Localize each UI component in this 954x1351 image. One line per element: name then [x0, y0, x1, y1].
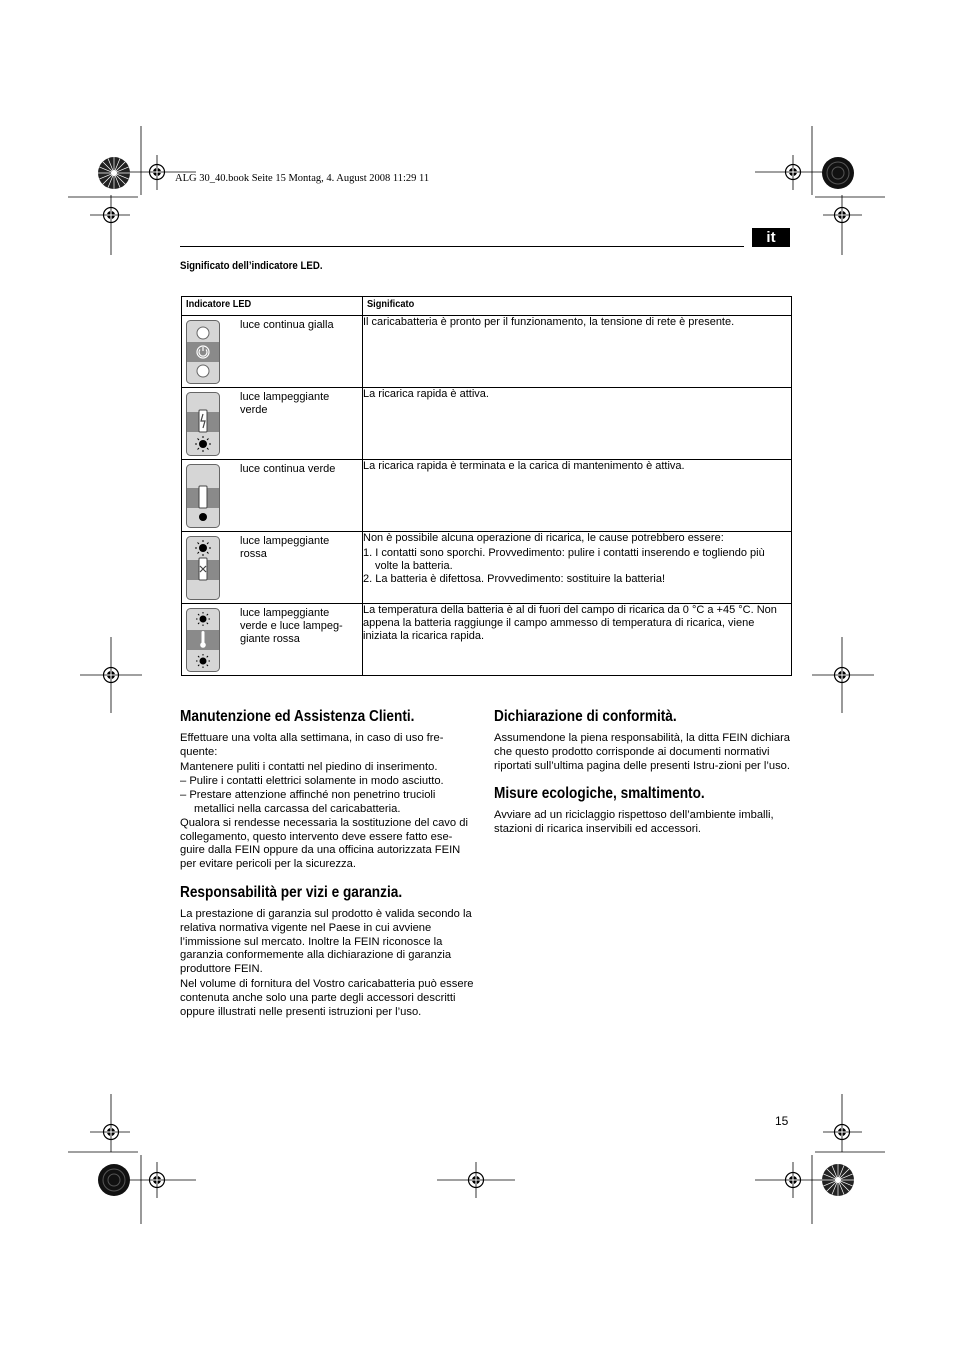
meaning-text: La ricarica rapida è terminata e la carica di mantenimento è attiva.: [363, 460, 685, 472]
meaning-cell: [363, 460, 792, 532]
led-cell: [182, 388, 363, 460]
led-label: luce lampeggiante verde: [240, 391, 330, 416]
list-item: – Pulire i contatti elettrici solamente in modo asciutto.: [180, 775, 444, 788]
list-item: – Prestare attenzione affinché non penetrino trucioli metallici nella carcassa del caricabatteria.: [180, 789, 436, 815]
table-row: [182, 388, 792, 460]
header-rule: [180, 246, 744, 247]
maintenance-paragraph: Effettuare una volta alla settimana, in caso di uso fre-quente:: [180, 732, 444, 758]
meaning-text: La ricarica rapida è attiva.: [363, 388, 489, 400]
warranty-paragraph: La prestazione di garanzia sul prodotto è valida secondo la relativa normativa vigente nel Paese in cui avviene l’immissione sul mercato. Inoltre la FEIN riconosce la garanzia conformemente alla dichiarazione di garanzia produttore FEIN.: [180, 907, 472, 976]
table-row: [182, 532, 792, 604]
cause-list: [363, 547, 791, 586]
red-blinking-battery-fault-icon: [186, 536, 220, 600]
table-row: [182, 316, 792, 388]
print-header-line: ALG 30_40.book Seite 15 Montag, 4. August 2008 11:29 11: [175, 173, 430, 184]
maintenance-heading: Manutenzione ed Assistenza Clienti.: [180, 708, 415, 725]
conformity-paragraph: Assumendone la piena responsabilità, la ditta FEIN dichiara che questo prodotto corrisponde ai documenti normativi riportati sull’ultima pagina delle presenti Istru-zioni per l’uso.: [494, 732, 791, 772]
led-cell: [182, 604, 363, 676]
maintenance-list: [180, 775, 474, 816]
meaning-text: Non è possibile alcuna operazione di ricarica, le cause potrebbero essere:: [363, 532, 724, 544]
warranty-heading: Responsabilità per vizi e garanzia.: [180, 883, 403, 901]
conformity-heading: Dichiarazione di conformità.: [494, 708, 677, 725]
maintenance-paragraph: Mantenere puliti i contatti nel piedino di inserimento.: [180, 760, 438, 773]
disposal-paragraph: Avviare ad un riciclaggio rispettoso dell’ambiente imballi, stazioni di ricarica inservibili ed accessori.: [494, 809, 774, 836]
list-item: 1. I contatti sono sporchi. Provvedimento: pulire i contatti inserendo e togliendo più volte la batteria.: [363, 547, 765, 572]
left-column: [180, 708, 474, 1020]
green-steady-battery-full-icon: [186, 464, 220, 528]
list-item: 2. La batteria è difettosa. Provvedimento: sostituire la batteria!: [363, 573, 666, 585]
meaning-text: La temperatura della batteria è al di fuori del campo di ricarica da 0 °C a +45 °C. Non appena la batteria raggiunge il campo ammesso di temperatura di ricarica, viene iniziata la ricarica rapida.: [363, 604, 777, 642]
warranty-paragraph: Nel volume di fornitura del Vostro caricabatteria può essere contenuta anche solo una parte degli accessori descritti oppure illustrati nelle presenti istruzioni per l’uso.: [180, 977, 474, 1018]
led-cell: [182, 532, 363, 604]
yellow-power-led-icon: [186, 320, 220, 384]
led-label: luce lampeggiante verde e luce lampeg-giante rossa: [240, 607, 343, 645]
led-cell: [182, 316, 363, 388]
led-section-title: Significato dell’indicatore LED.: [180, 260, 323, 272]
meaning-cell: [363, 316, 792, 388]
right-column: [494, 708, 790, 838]
column-header-led: Indicatore LED: [182, 297, 363, 316]
green-blinking-battery-charging-icon: [186, 392, 220, 456]
meaning-cell: [363, 604, 792, 676]
maintenance-paragraph: Qualora si rendesse necessaria la sostituzione del cavo di collegamento, questo intervento deve essere fatto ese-guire dalla FEIN oppure da una officina autorizzata FEIN per evitare pericoli per la sicurezza.: [180, 816, 468, 871]
table-row: [182, 460, 792, 532]
language-badge: it: [752, 228, 790, 247]
column-header-meaning: Significato: [363, 297, 792, 316]
disposal-heading: Misure ecologiche, smaltimento.: [494, 785, 705, 803]
meaning-text: Il caricabatteria è pronto per il funzionamento, la tensione di rete è presente.: [363, 316, 735, 328]
led-label: luce lampeggiante rossa: [240, 535, 330, 560]
led-label: luce continua verde: [240, 463, 336, 475]
green-red-blinking-thermometer-icon: [186, 608, 220, 672]
table-header-row: [182, 297, 792, 316]
led-cell: [182, 460, 363, 532]
table-row: [182, 604, 792, 676]
led-meaning-table: [181, 296, 792, 676]
led-label: luce continua gialla: [240, 319, 334, 331]
page-number: 15: [775, 1114, 789, 1128]
meaning-cell: [363, 388, 792, 460]
meaning-cell: [363, 532, 792, 604]
